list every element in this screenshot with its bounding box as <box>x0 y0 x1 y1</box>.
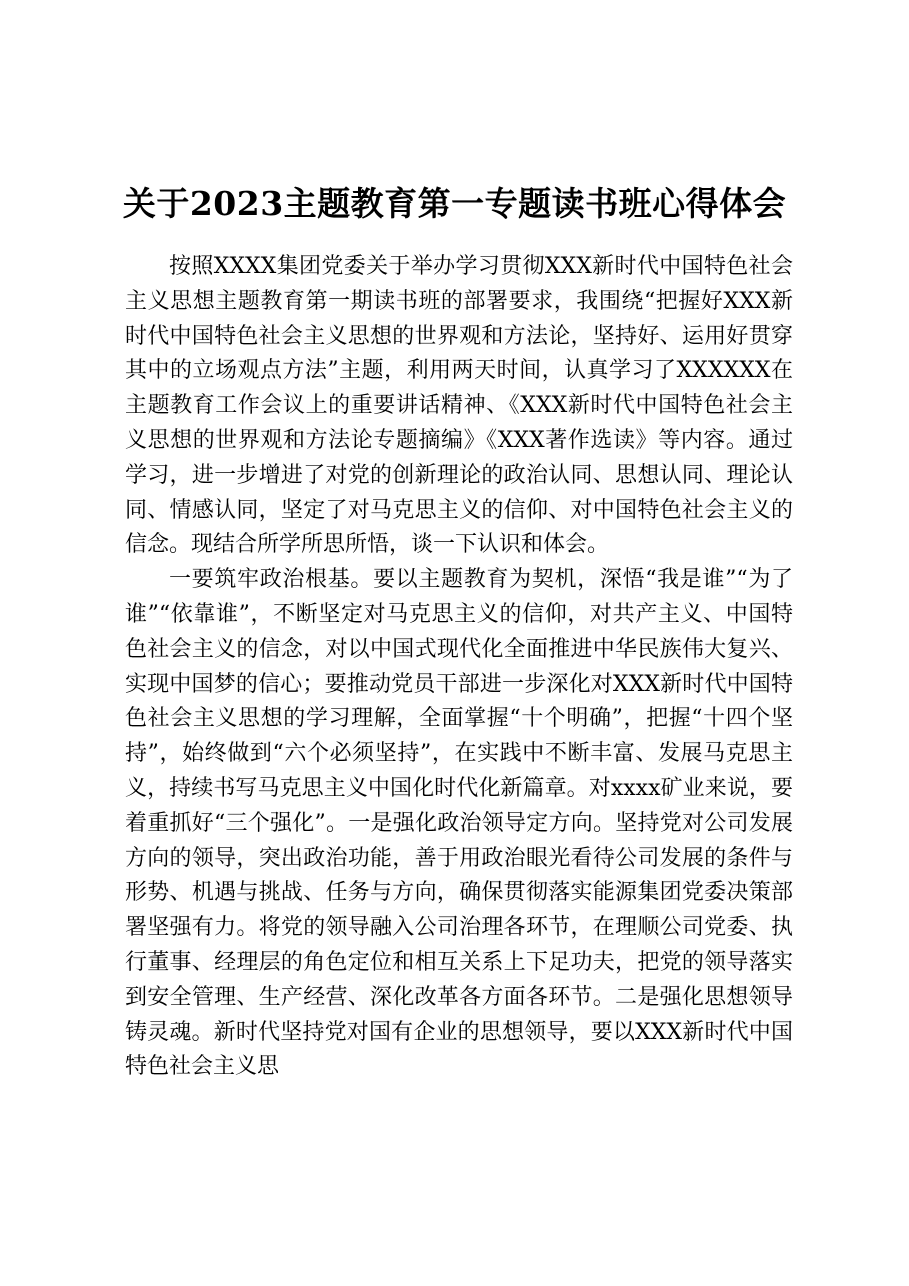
paragraph-intro: 按照XXXX集团党委关于举办学习贯彻XXX新时代中国特色社会主义思想主题教育第一期读书班的部署要求，我围绕“把握好XXX新时代中国特色社会主义思想的世界观和方法论，坚持好、运用好贯穿其中的立场观点方法”主题，利用两天时间，认真学习了XXXXXX在主题教育工作会议上的重要讲话精神、《XXX新时代中国特色社会主义思想的世界观和方法论专题摘编》《XXX著作选读》等内容。通过学习，进一步增进了对党的创新理论的政治认同、思想认同、理论认同、情感认同，坚定了对马克思主义的信仰、对中国特色社会主义的信念。现结合所学所思所悟，谈一下认识和体会。 <box>125 254 793 558</box>
document-title: 关于2023主题教育第一专题读书班心得体会 <box>122 184 787 224</box>
paragraph-political-foundation: 一要筑牢政治根基。要以主题教育为契机，深悟“我是谁”“为了谁”“依靠谁”，不断坚定对马克思主义的信仰，对共产主义、中国特色社会主义的信念，对以中国式现代化全面推进中华民族伟大复兴、实现中国梦的信心；要推动党员干部进一步深化对XXX新时代中国特色社会主义思想的学习理解，全面掌握“十个明确”，把握“十四个坚持”，始终做到“六个必须坚持”，在实践中不断丰富、发展马克思主义，持续书写马克思主义中国化时代化新篇章。对xxxx矿业来说，要着重抓好“三个强化”。一是强化政治领导定方向。坚持党对公司发展方向的领导，突出政治功能，善于用政治眼光看待公司发展的条件与形势、机遇与挑战、任务与方向，确保贯彻落实能源集团党委决策部署坚强有力。将党的领导融入公司治理各环节，在理顺公司党委、执行董事、经理层的角色定位和相互关系上下足功夫，把党的领导落实到安全管理、生产经营、深化改革各方面各环节。二是强化思想领导铸灵魂。新时代坚持党对国有企业的思想领导，要以XXX新时代中国特色社会主义思 <box>125 567 793 1080</box>
document-body <box>125 250 793 1085</box>
